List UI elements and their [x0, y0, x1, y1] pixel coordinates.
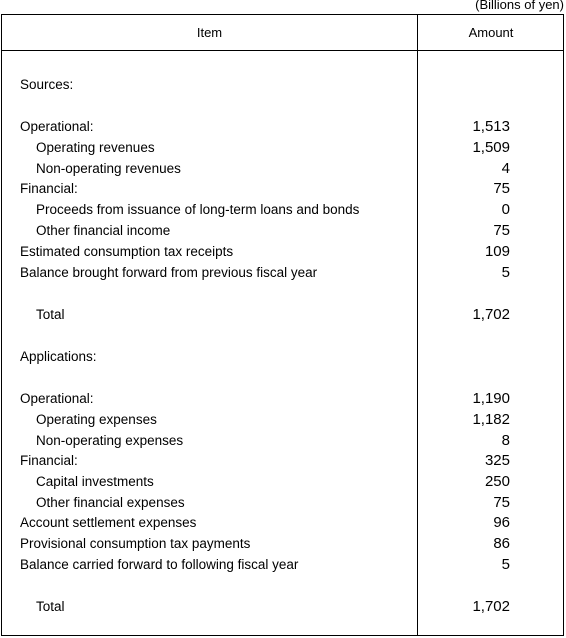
table-row	[2, 555, 563, 575]
row-amount: 0	[501, 201, 510, 218]
header-amount: Amount	[468, 25, 514, 40]
row-label: Total	[36, 307, 65, 322]
row-amount: 5	[501, 556, 510, 573]
table-row	[2, 410, 563, 430]
row-amount: 1,513	[472, 118, 510, 135]
row-label: Operating expenses	[36, 412, 157, 427]
row-label: Account settlement expenses	[20, 515, 197, 530]
table-row	[2, 263, 563, 283]
row-amount: 75	[493, 494, 510, 511]
row-amount: 1,702	[472, 306, 510, 323]
row-amount: 1,509	[472, 139, 510, 156]
table-row	[2, 305, 563, 325]
row-amount: 86	[493, 535, 510, 552]
row-amount: 1,702	[472, 598, 510, 615]
table-row	[2, 117, 563, 137]
row-label: Estimated consumption tax receipts	[20, 244, 234, 259]
table-row	[2, 431, 563, 451]
table-row	[2, 221, 563, 241]
header-item: Item	[196, 25, 223, 40]
row-label: Provisional consumption tax payments	[20, 536, 251, 551]
row-label: Capital investments	[36, 474, 154, 489]
table-row	[2, 534, 563, 554]
table-row	[2, 138, 563, 158]
row-label: Proceeds from issuance of long-term loans and bonds	[36, 202, 360, 217]
row-label: Balance brought forward from previous fiscal year	[20, 265, 318, 280]
table-row	[2, 472, 563, 492]
table-row	[2, 451, 563, 471]
row-amount: 325	[484, 452, 510, 469]
row-label: Non-operating expenses	[36, 433, 184, 448]
unit-note: (Billions of yen)	[475, 0, 564, 12]
table-row	[2, 242, 563, 262]
row-amount: 1,182	[472, 411, 510, 428]
header-divider	[2, 50, 563, 51]
row-amount: 4	[501, 160, 510, 177]
table-row	[2, 513, 563, 533]
row-amount: 8	[501, 432, 510, 449]
table-row	[2, 493, 563, 513]
table-row	[2, 179, 563, 199]
row-label: Total	[36, 599, 65, 614]
row-label: Operating revenues	[36, 140, 155, 155]
row-amount: 5	[501, 264, 510, 281]
row-label: Other financial income	[36, 223, 171, 238]
table-row	[2, 200, 563, 220]
row-label: Other financial expenses	[36, 495, 185, 510]
row-label: Balance carried forward to following fiscal year	[20, 557, 299, 572]
table-row	[2, 597, 563, 617]
row-label: Applications:	[20, 349, 97, 364]
row-amount: 75	[493, 180, 510, 197]
row-amount: 75	[493, 222, 510, 239]
table-row	[2, 347, 563, 367]
row-label: Non-operating revenues	[36, 161, 181, 176]
row-amount: 96	[493, 514, 510, 531]
row-label: Financial:	[20, 181, 78, 196]
table-row	[2, 159, 563, 179]
row-label: Operational:	[20, 119, 94, 134]
row-label: Financial:	[20, 453, 78, 468]
row-amount: 109	[484, 243, 510, 260]
row-amount: 1,190	[472, 390, 510, 407]
row-amount: 250	[484, 473, 510, 490]
row-label: Sources:	[20, 77, 74, 92]
table-row	[2, 75, 563, 95]
sources-applications-table	[1, 14, 564, 636]
row-label: Operational:	[20, 391, 94, 406]
table-row	[2, 389, 563, 409]
